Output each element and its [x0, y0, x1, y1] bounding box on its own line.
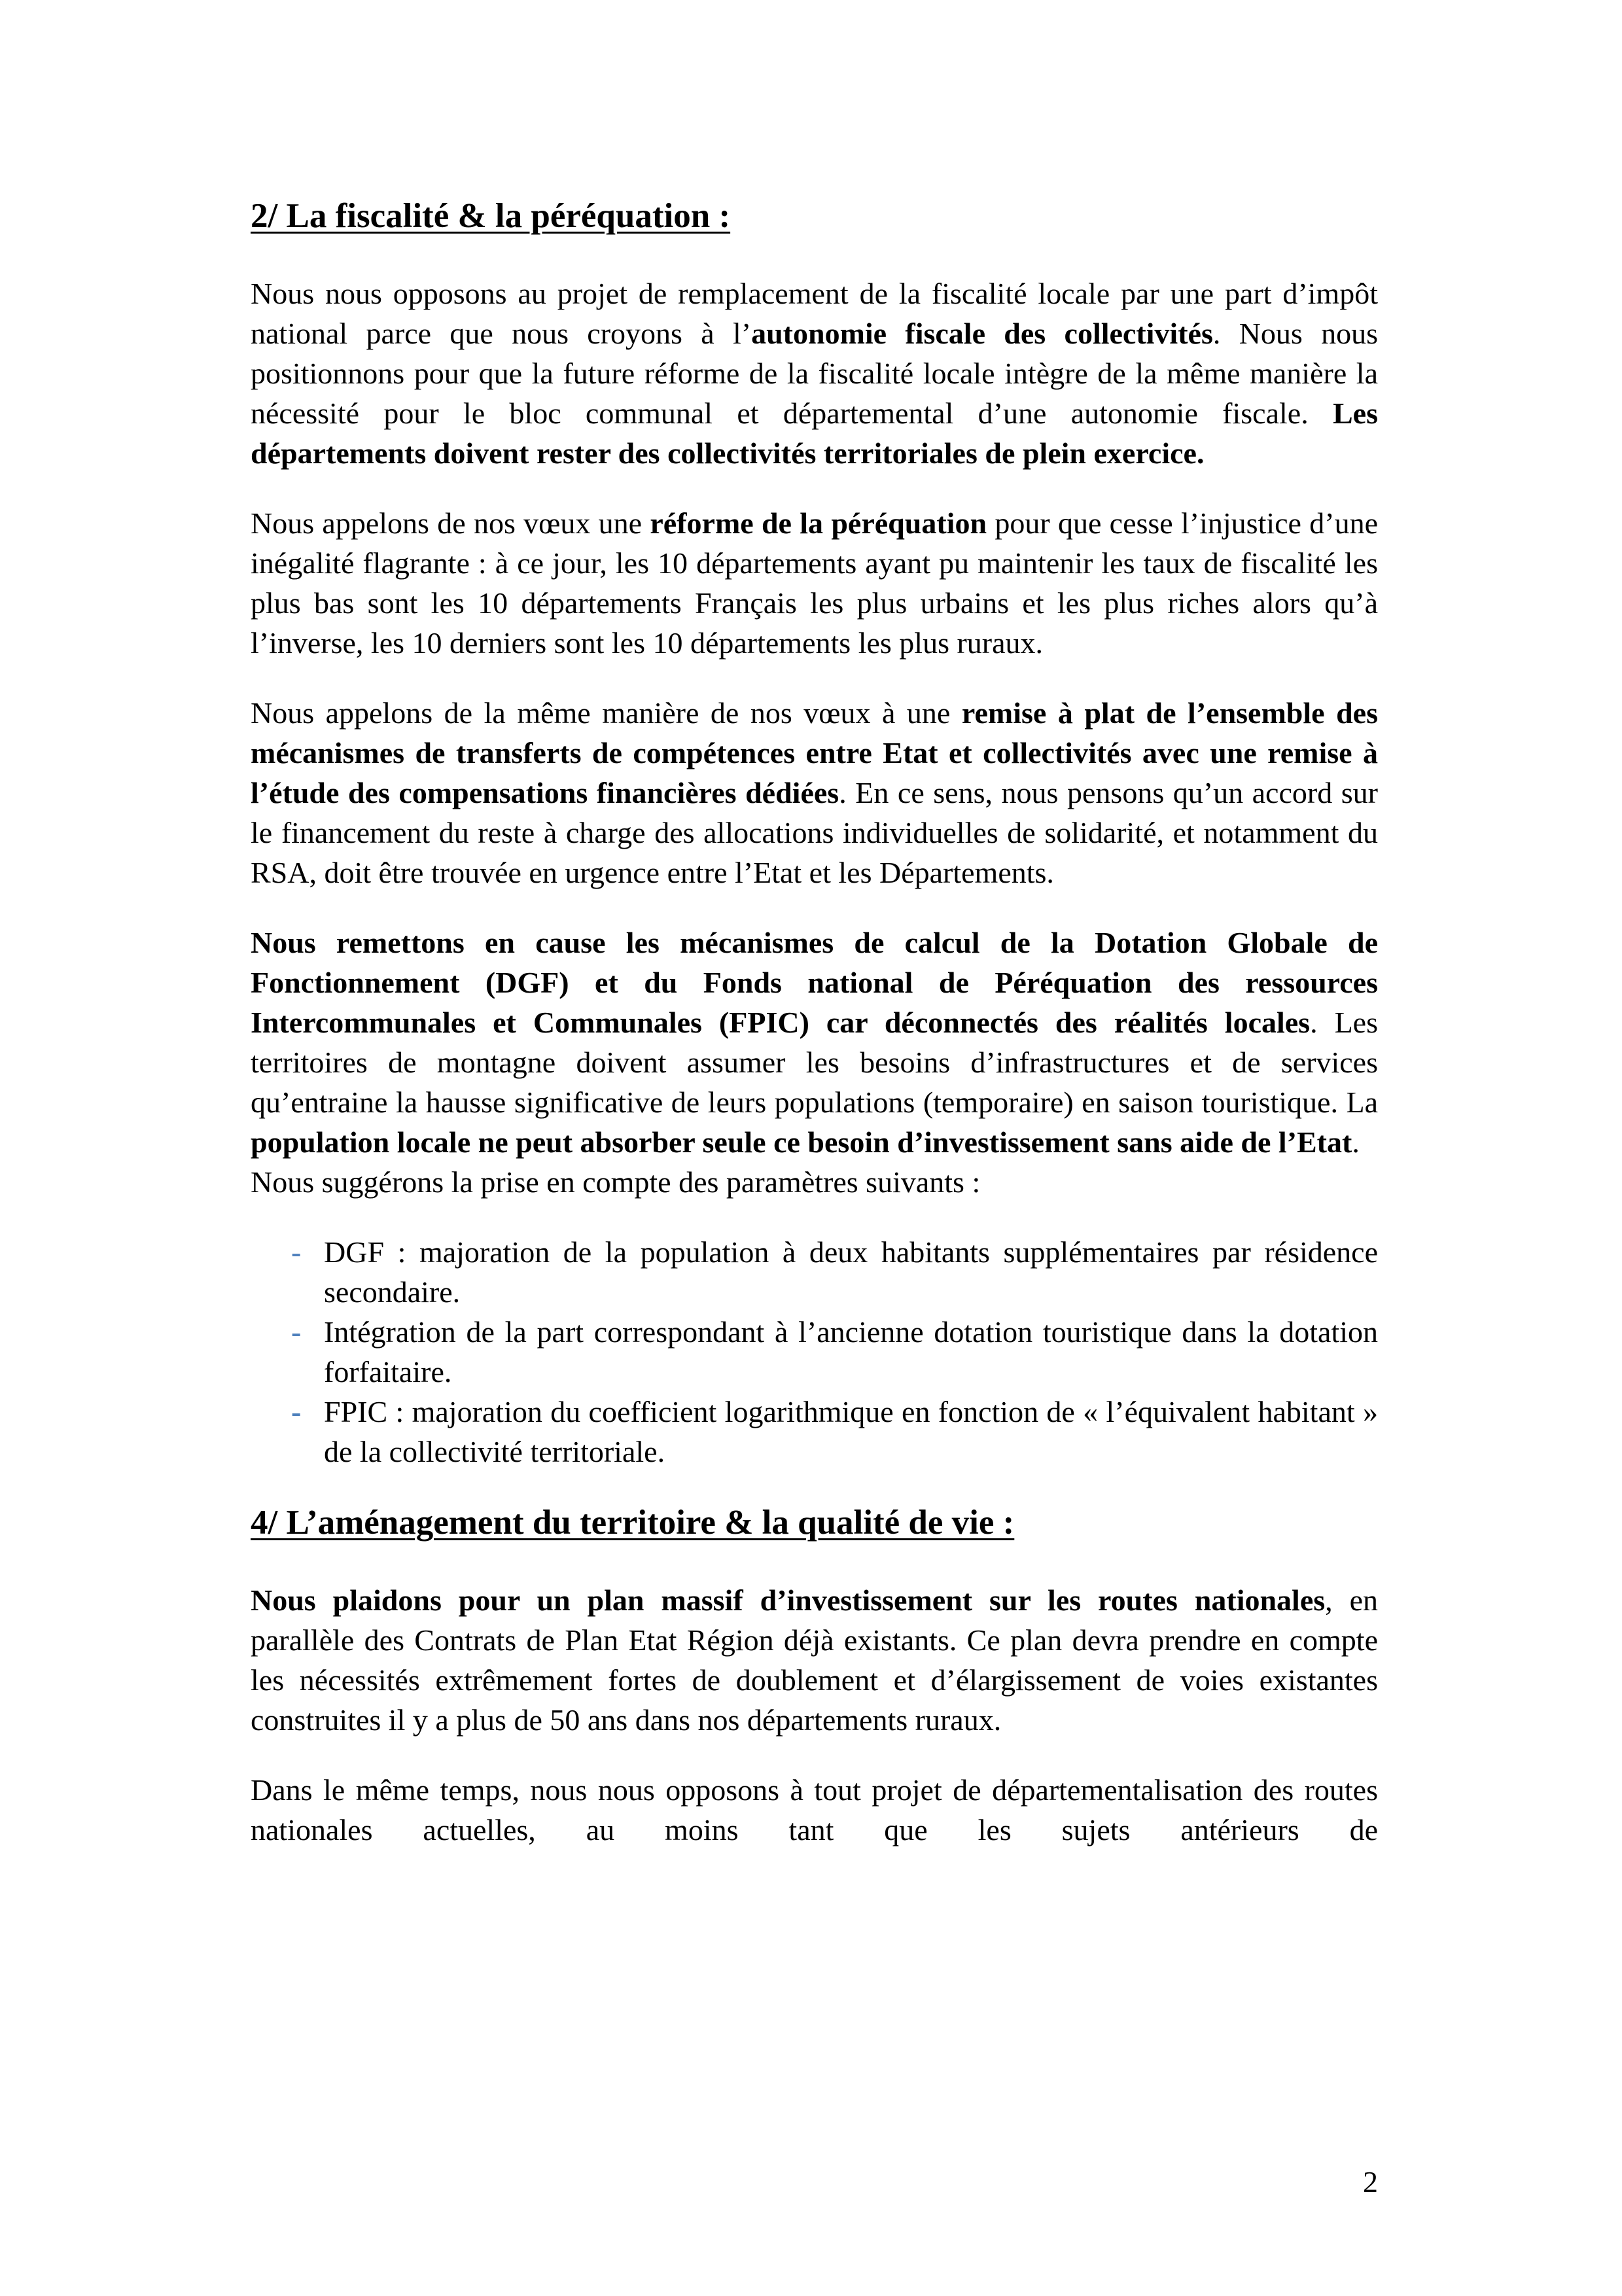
list-item: [251, 1312, 1378, 1392]
section-heading-fiscalite: [251, 195, 1378, 237]
text-run: Intégration de la part correspondant à l’ancienne dotation touristique dans la dotation forfaitaire.: [324, 1315, 1378, 1388]
text-run: . Les territoires de montagne doivent assumer les besoins d’infrastructures et de services qu’entraine la hausse significative de leurs populations (temporaire) en saison touristique. La: [251, 1006, 1378, 1119]
para-suggestion-parametres: [251, 1162, 1378, 1202]
document-content: [251, 195, 1378, 1880]
para-remise-a-plat: [251, 693, 1378, 892]
list-parametres: [251, 1232, 1378, 1472]
bold-text-run: autonomie fiscale des collectivités: [751, 317, 1213, 350]
text-run: Nous suggérons la prise en compte des paramètres suivants :: [251, 1165, 981, 1199]
bullet-dash-marker: -: [291, 1235, 302, 1269]
para-dgf-fpic: [251, 923, 1378, 1162]
text-run: , en parallèle des Contrats de Plan Etat Région déjà existants. Ce plan devra prendre en compte les nécessités extrêmement fortes de doublement et d’élargissement de voies existantes construites il y a plus de 50 ans dans nos départements ruraux.: [251, 1583, 1379, 1737]
page-number: 2: [1363, 2165, 1378, 2199]
text-run: . En ce sens, nous pensons qu’un accord sur le financement du reste à charge des allocations individuelles de solidarité, et notamment du RSA, doit être trouvée en urgence entre l’Etat et les Départements.: [251, 776, 1378, 889]
text-run: pour que cesse l’injustice d’une inégalité flagrante : à ce jour, les 10 départements ayant pu maintenir les taux de fiscalité les plus bas sont les 10 départements Français les plus urbains et les plus riches alors qu’à l’inverse, les 10 derniers sont les 10 départements les plus ruraux.: [251, 506, 1378, 660]
text-run: . Nous nous positionnons pour que la future réforme de la fiscalité locale intègre de la même manière la nécessité pour le bloc communal et départemental d’une autonomie fiscale.: [251, 317, 1379, 430]
para-reforme-perequation: [251, 503, 1378, 663]
text-run: .: [1352, 1125, 1360, 1159]
list-item: [251, 1232, 1378, 1312]
section-heading-amenagement: [251, 1502, 1378, 1544]
para-departementalisation: [251, 1770, 1378, 1850]
text-run: Nous appelons de la même manière de nos vœux à une: [251, 696, 962, 730]
bold-text-run: 4/ L’aménagement du territoire & la qualité de vie :: [251, 1504, 1015, 1542]
text-run: DGF : majoration de la population à deux habitants supplémentaires par résidence secondaire.: [324, 1235, 1378, 1309]
text-run: Nous nous opposons au projet de remplacement de la fiscalité locale par une part d’impôt national parce que nous croyons à l’: [251, 277, 1378, 350]
bold-text-run: réforme de la péréquation: [650, 506, 987, 540]
text-run: FPIC : majoration du coefficient logarithmique en fonction de « l’équivalent habitant » de la collectivité territoriale.: [324, 1395, 1378, 1468]
bold-text-run: Les départements doivent rester des collectivités territoriales de plein exercice.: [251, 397, 1378, 470]
bold-text-run: Nous remettons en cause les mécanismes de calcul de la Dotation Globale de Fonctionnement (DGF) et du Fonds national de Péréquation des ressources Intercommunales et Communales (FPIC) car déconnectés des réalités locales: [251, 926, 1378, 1039]
bold-text-run: remise à plat de l’ensemble des mécanismes de transferts de compétences entre Etat et collectivités avec une remise à l’étude des compensations financières dédiées: [251, 696, 1378, 809]
para-opposition-fiscalite: [251, 274, 1378, 473]
bold-text-run: 2/ La fiscalité & la péréquation :: [251, 197, 731, 235]
bullet-dash-marker: -: [291, 1315, 302, 1349]
list-item: [251, 1392, 1378, 1472]
text-run: Dans le même temps, nous nous opposons à tout projet de départementalisation des routes nationales actuelles, au moins tant que les sujets antérieurs de: [251, 1773, 1378, 1846]
bold-text-run: Nous plaidons pour un plan massif d’investissement sur les routes nationales: [251, 1583, 1326, 1617]
para-plan-routes: [251, 1580, 1378, 1740]
text-run: Nous appelons de nos vœux une: [251, 506, 650, 540]
bold-text-run: population locale ne peut absorber seule ce besoin d’investissement sans aide de l’Etat: [251, 1125, 1352, 1159]
bullet-dash-marker: -: [291, 1395, 302, 1428]
